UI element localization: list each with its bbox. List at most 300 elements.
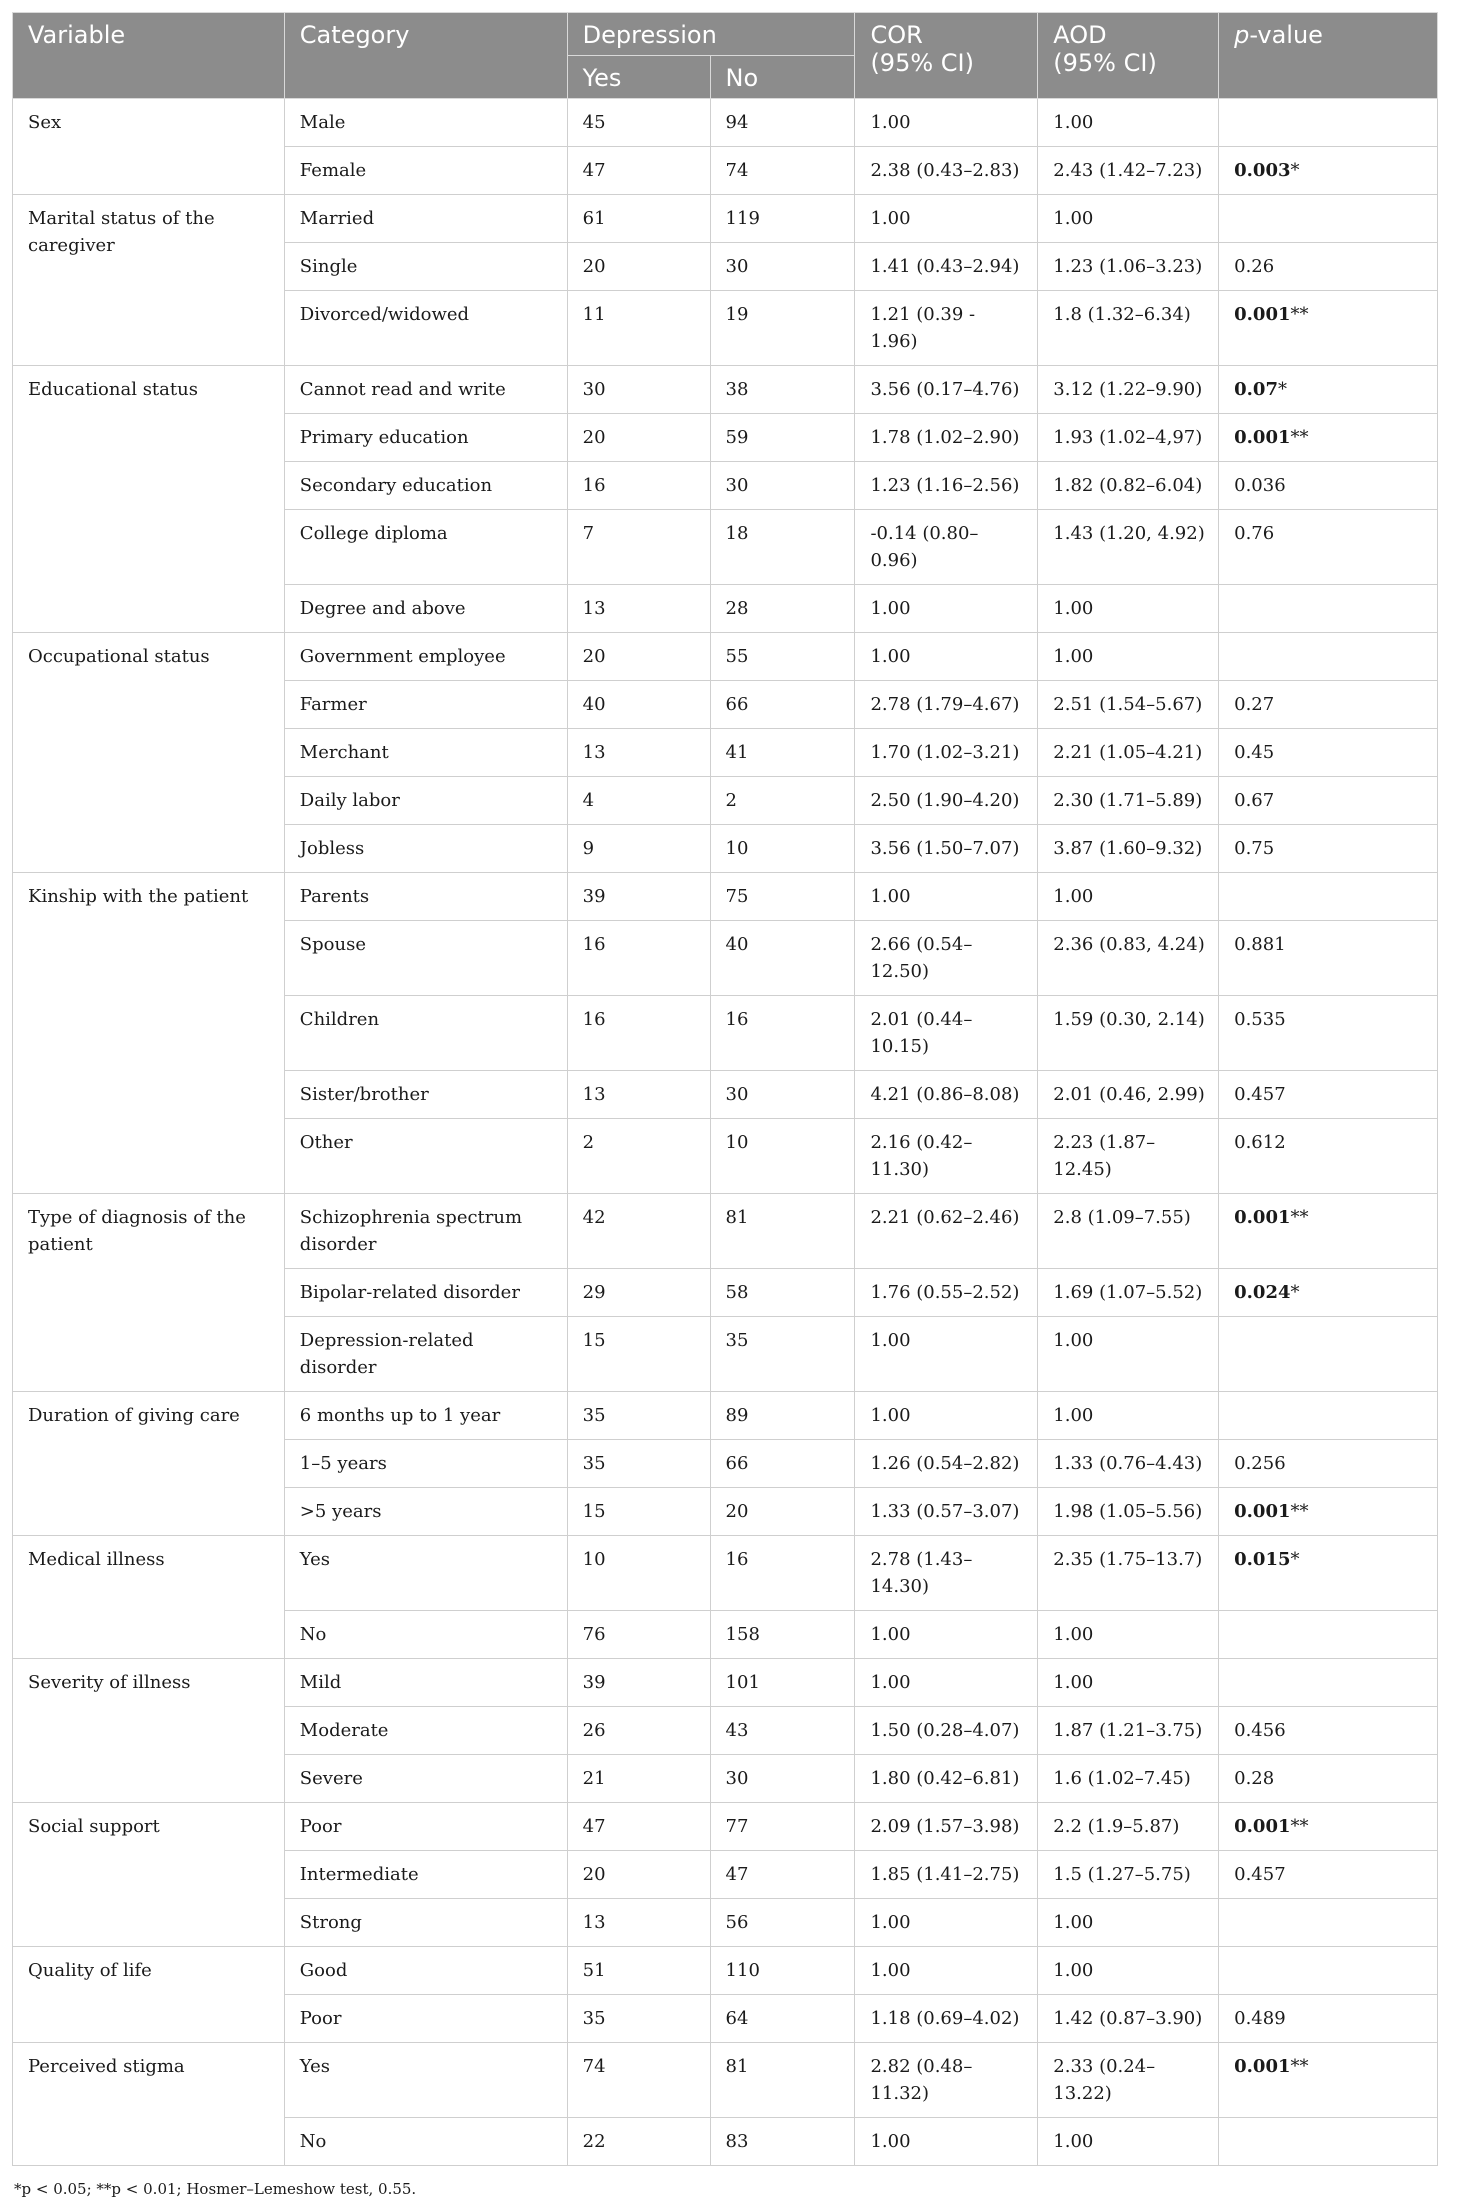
- header-cor-line1: COR: [870, 21, 923, 49]
- cor-cell: 2.78 (1.79–4.67): [855, 681, 1038, 729]
- aod-cell: 1.00: [1038, 2118, 1219, 2166]
- cor-cell: 1.76 (0.55–2.52): [855, 1269, 1038, 1317]
- cor-cell: 1.26 (0.54–2.82): [855, 1440, 1038, 1488]
- cor-cell: 1.41 (0.43–2.94): [855, 243, 1038, 291]
- table-header: [13, 13, 1438, 99]
- category-cell: Degree and above: [284, 585, 567, 633]
- header-cor-line2: (95% CI): [870, 49, 974, 77]
- no-count-cell: 89: [710, 1392, 855, 1440]
- table-row: [13, 1194, 1438, 1269]
- pvalue-cell: [1219, 414, 1438, 462]
- yes-count-cell: 35: [567, 1392, 710, 1440]
- no-count-cell: 20: [710, 1488, 855, 1536]
- pvalue-cell: [1219, 366, 1438, 414]
- pvalue-cell: [1219, 1995, 1438, 2043]
- pvalue-cell: [1219, 243, 1438, 291]
- table-row: [13, 1536, 1438, 1611]
- header-aod-line1: AOD: [1053, 21, 1107, 49]
- pvalue-cell: [1219, 1488, 1438, 1536]
- cor-cell: 1.00: [855, 99, 1038, 147]
- category-cell: Daily labor: [284, 777, 567, 825]
- cor-cell: 1.00: [855, 1659, 1038, 1707]
- pvalue-text: 0.457: [1234, 1084, 1286, 1105]
- pvalue-cell: [1219, 2118, 1438, 2166]
- no-count-cell: 81: [710, 1194, 855, 1269]
- pvalue-cell: [1219, 147, 1438, 195]
- cor-cell: 1.00: [855, 2118, 1038, 2166]
- no-count-cell: 81: [710, 2043, 855, 2118]
- pvalue-text: 0.07: [1234, 379, 1278, 400]
- category-cell: Sister/brother: [284, 1071, 567, 1119]
- pvalue-cell: [1219, 1707, 1438, 1755]
- header-variable: Variable: [13, 13, 285, 99]
- no-count-cell: 2: [710, 777, 855, 825]
- cor-cell: 4.21 (0.86–8.08): [855, 1071, 1038, 1119]
- no-count-cell: 30: [710, 243, 855, 291]
- category-cell: No: [284, 1611, 567, 1659]
- cor-cell: 3.56 (0.17–4.76): [855, 366, 1038, 414]
- pvalue-text: 0.26: [1234, 256, 1275, 277]
- pvalue-cell: [1219, 1659, 1438, 1707]
- variable-cell: Severity of illness: [13, 1659, 285, 1803]
- cor-cell: 2.50 (1.90–4.20): [855, 777, 1038, 825]
- pvalue-cell: [1219, 510, 1438, 585]
- category-cell: Depression-related disorder: [284, 1317, 567, 1392]
- pvalue-text: 0.001: [1234, 1816, 1291, 1837]
- aod-cell: 1.87 (1.21–3.75): [1038, 1707, 1219, 1755]
- pvalue-text: 0.001: [1234, 427, 1291, 448]
- yes-count-cell: 13: [567, 585, 710, 633]
- cor-cell: 1.00: [855, 1899, 1038, 1947]
- significance-marker: **: [1290, 2056, 1309, 2077]
- pvalue-text: 0.003: [1234, 160, 1291, 181]
- aod-cell: 1.00: [1038, 1659, 1219, 1707]
- category-cell: Merchant: [284, 729, 567, 777]
- cor-cell: 1.80 (0.42–6.81): [855, 1755, 1038, 1803]
- pvalue-text: 0.28: [1234, 1768, 1275, 1789]
- variable-cell: Kinship with the patient: [13, 873, 285, 1194]
- cor-cell: 1.85 (1.41–2.75): [855, 1851, 1038, 1899]
- header-pvalue-p: p: [1234, 21, 1250, 49]
- significance-marker: **: [1290, 1816, 1309, 1837]
- table-row: [13, 1947, 1438, 1995]
- category-cell: Male: [284, 99, 567, 147]
- table-body: [13, 99, 1438, 2166]
- pvalue-text: 0.457: [1234, 1864, 1286, 1885]
- yes-count-cell: 29: [567, 1269, 710, 1317]
- aod-cell: 2.36 (0.83, 4.24): [1038, 921, 1219, 996]
- pvalue-cell: [1219, 1194, 1438, 1269]
- no-count-cell: 30: [710, 1755, 855, 1803]
- yes-count-cell: 9: [567, 825, 710, 873]
- aod-cell: 1.8 (1.32–6.34): [1038, 291, 1219, 366]
- aod-cell: 3.12 (1.22–9.90): [1038, 366, 1219, 414]
- pvalue-cell: [1219, 681, 1438, 729]
- aod-cell: 2.51 (1.54–5.67): [1038, 681, 1219, 729]
- cor-cell: 2.21 (0.62–2.46): [855, 1194, 1038, 1269]
- table-container: [12, 12, 1438, 2198]
- yes-count-cell: 7: [567, 510, 710, 585]
- significance-marker: **: [1290, 304, 1309, 325]
- category-cell: Mild: [284, 1659, 567, 1707]
- category-cell: Yes: [284, 1536, 567, 1611]
- header-no: No: [710, 56, 855, 99]
- cor-cell: 1.00: [855, 1317, 1038, 1392]
- category-cell: Single: [284, 243, 567, 291]
- no-count-cell: 83: [710, 2118, 855, 2166]
- no-count-cell: 58: [710, 1269, 855, 1317]
- category-cell: Cannot read and write: [284, 366, 567, 414]
- cor-cell: 2.66 (0.54–12.50): [855, 921, 1038, 996]
- category-cell: Farmer: [284, 681, 567, 729]
- yes-count-cell: 22: [567, 2118, 710, 2166]
- aod-cell: 2.21 (1.05–4.21): [1038, 729, 1219, 777]
- pvalue-text: 0.036: [1234, 475, 1286, 496]
- no-count-cell: 94: [710, 99, 855, 147]
- variable-cell: Sex: [13, 99, 285, 195]
- cor-cell: 1.50 (0.28–4.07): [855, 1707, 1038, 1755]
- yes-count-cell: 13: [567, 729, 710, 777]
- category-cell: No: [284, 2118, 567, 2166]
- cor-cell: 2.01 (0.44–10.15): [855, 996, 1038, 1071]
- significance-marker: **: [1290, 427, 1309, 448]
- category-cell: Severe: [284, 1755, 567, 1803]
- table-row: [13, 2043, 1438, 2118]
- category-cell: Primary education: [284, 414, 567, 462]
- aod-cell: 2.33 (0.24–13.22): [1038, 2043, 1219, 2118]
- category-cell: Children: [284, 996, 567, 1071]
- cor-cell: 1.23 (1.16–2.56): [855, 462, 1038, 510]
- no-count-cell: 56: [710, 1899, 855, 1947]
- pvalue-cell: [1219, 1392, 1438, 1440]
- cor-cell: 2.78 (1.43–14.30): [855, 1536, 1038, 1611]
- table-row: [13, 633, 1438, 681]
- cor-cell: 1.00: [855, 195, 1038, 243]
- no-count-cell: 43: [710, 1707, 855, 1755]
- pvalue-text: 0.45: [1234, 742, 1275, 763]
- yes-count-cell: 20: [567, 633, 710, 681]
- yes-count-cell: 20: [567, 243, 710, 291]
- no-count-cell: 119: [710, 195, 855, 243]
- yes-count-cell: 16: [567, 921, 710, 996]
- pvalue-cell: [1219, 291, 1438, 366]
- no-count-cell: 40: [710, 921, 855, 996]
- table-row: [13, 195, 1438, 243]
- aod-cell: 1.00: [1038, 633, 1219, 681]
- aod-cell: 1.42 (0.87–3.90): [1038, 1995, 1219, 2043]
- yes-count-cell: 47: [567, 147, 710, 195]
- yes-count-cell: 30: [567, 366, 710, 414]
- yes-count-cell: 10: [567, 1536, 710, 1611]
- no-count-cell: 75: [710, 873, 855, 921]
- yes-count-cell: 42: [567, 1194, 710, 1269]
- no-count-cell: 18: [710, 510, 855, 585]
- aod-cell: 2.30 (1.71–5.89): [1038, 777, 1219, 825]
- significance-marker: *: [1290, 1282, 1300, 1303]
- pvalue-text: 0.001: [1234, 1501, 1291, 1522]
- aod-cell: 2.23 (1.87–12.45): [1038, 1119, 1219, 1194]
- no-count-cell: 30: [710, 1071, 855, 1119]
- aod-cell: 2.8 (1.09–7.55): [1038, 1194, 1219, 1269]
- yes-count-cell: 16: [567, 996, 710, 1071]
- no-count-cell: 66: [710, 681, 855, 729]
- header-aod-line2: (95% CI): [1053, 49, 1157, 77]
- no-count-cell: 19: [710, 291, 855, 366]
- category-cell: Intermediate: [284, 1851, 567, 1899]
- yes-count-cell: 13: [567, 1071, 710, 1119]
- variable-cell: Medical illness: [13, 1536, 285, 1659]
- cor-cell: 1.00: [855, 585, 1038, 633]
- no-count-cell: 38: [710, 366, 855, 414]
- header-cor: [855, 13, 1038, 99]
- pvalue-cell: [1219, 462, 1438, 510]
- yes-count-cell: 15: [567, 1488, 710, 1536]
- aod-cell: 1.23 (1.06–3.23): [1038, 243, 1219, 291]
- pvalue-cell: [1219, 1947, 1438, 1995]
- header-aod: [1038, 13, 1219, 99]
- category-cell: Yes: [284, 2043, 567, 2118]
- cor-cell: 1.00: [855, 1947, 1038, 1995]
- cor-cell: 1.21 (0.39 - 1.96): [855, 291, 1038, 366]
- category-cell: Jobless: [284, 825, 567, 873]
- yes-count-cell: 45: [567, 99, 710, 147]
- variable-cell: Perceived stigma: [13, 2043, 285, 2166]
- category-cell: Bipolar-related disorder: [284, 1269, 567, 1317]
- yes-count-cell: 4: [567, 777, 710, 825]
- yes-count-cell: 11: [567, 291, 710, 366]
- aod-cell: 1.00: [1038, 1392, 1219, 1440]
- yes-count-cell: 51: [567, 1947, 710, 1995]
- pvalue-cell: [1219, 1269, 1438, 1317]
- header-pvalue-rest: -value: [1249, 21, 1323, 49]
- variable-cell: Social support: [13, 1803, 285, 1947]
- pvalue-cell: [1219, 1899, 1438, 1947]
- cor-cell: 1.33 (0.57–3.07): [855, 1488, 1038, 1536]
- pvalue-cell: [1219, 1119, 1438, 1194]
- category-cell: 6 months up to 1 year: [284, 1392, 567, 1440]
- variable-cell: Occupational status: [13, 633, 285, 873]
- category-cell: Strong: [284, 1899, 567, 1947]
- table-row: [13, 1803, 1438, 1851]
- pvalue-text: 0.015: [1234, 1549, 1291, 1570]
- no-count-cell: 30: [710, 462, 855, 510]
- pvalue-cell: [1219, 777, 1438, 825]
- pvalue-cell: [1219, 195, 1438, 243]
- pvalue-text: 0.024: [1234, 1282, 1291, 1303]
- pvalue-text: 0.001: [1234, 304, 1291, 325]
- pvalue-cell: [1219, 633, 1438, 681]
- yes-count-cell: 2: [567, 1119, 710, 1194]
- category-cell: Schizophrenia spectrum disorder: [284, 1194, 567, 1269]
- yes-count-cell: 61: [567, 195, 710, 243]
- yes-count-cell: 39: [567, 1659, 710, 1707]
- pvalue-cell: [1219, 825, 1438, 873]
- pvalue-text: 0.001: [1234, 1207, 1291, 1228]
- variable-cell: Type of diagnosis of the patient: [13, 1194, 285, 1392]
- aod-cell: 1.59 (0.30, 2.14): [1038, 996, 1219, 1071]
- aod-cell: 2.2 (1.9–5.87): [1038, 1803, 1219, 1851]
- header-yes: Yes: [567, 56, 710, 99]
- category-cell: Poor: [284, 1803, 567, 1851]
- pvalue-cell: [1219, 729, 1438, 777]
- category-cell: Married: [284, 195, 567, 243]
- pvalue-text: 0.27: [1234, 694, 1275, 715]
- header-pvalue: [1219, 13, 1438, 99]
- category-cell: >5 years: [284, 1488, 567, 1536]
- no-count-cell: 28: [710, 585, 855, 633]
- yes-count-cell: 35: [567, 1440, 710, 1488]
- pvalue-cell: [1219, 99, 1438, 147]
- significance-marker: **: [1290, 1501, 1309, 1522]
- pvalue-text: 0.75: [1234, 838, 1275, 859]
- no-count-cell: 16: [710, 996, 855, 1071]
- category-cell: Good: [284, 1947, 567, 1995]
- pvalue-cell: [1219, 1317, 1438, 1392]
- header-depression: Depression: [567, 13, 855, 56]
- category-cell: Poor: [284, 1995, 567, 2043]
- yes-count-cell: 21: [567, 1755, 710, 1803]
- no-count-cell: 41: [710, 729, 855, 777]
- no-count-cell: 101: [710, 1659, 855, 1707]
- table-row: [13, 366, 1438, 414]
- yes-count-cell: 76: [567, 1611, 710, 1659]
- significance-marker: **: [1290, 1207, 1309, 1228]
- cor-cell: 2.82 (0.48–11.32): [855, 2043, 1038, 2118]
- no-count-cell: 47: [710, 1851, 855, 1899]
- no-count-cell: 10: [710, 1119, 855, 1194]
- header-category: Category: [284, 13, 567, 99]
- cor-cell: 2.09 (1.57–3.98): [855, 1803, 1038, 1851]
- yes-count-cell: 39: [567, 873, 710, 921]
- cor-cell: -0.14 (0.80–0.96): [855, 510, 1038, 585]
- aod-cell: 1.93 (1.02–4,97): [1038, 414, 1219, 462]
- aod-cell: 1.43 (1.20, 4.92): [1038, 510, 1219, 585]
- no-count-cell: 66: [710, 1440, 855, 1488]
- pvalue-text: 0.256: [1234, 1453, 1286, 1474]
- pvalue-cell: [1219, 1851, 1438, 1899]
- no-count-cell: 158: [710, 1611, 855, 1659]
- pvalue-cell: [1219, 873, 1438, 921]
- aod-cell: 1.00: [1038, 1611, 1219, 1659]
- yes-count-cell: 20: [567, 414, 710, 462]
- pvalue-cell: [1219, 1803, 1438, 1851]
- aod-cell: 1.6 (1.02–7.45): [1038, 1755, 1219, 1803]
- no-count-cell: 55: [710, 633, 855, 681]
- pvalue-cell: [1219, 1611, 1438, 1659]
- category-cell: Moderate: [284, 1707, 567, 1755]
- pvalue-cell: [1219, 585, 1438, 633]
- yes-count-cell: 15: [567, 1317, 710, 1392]
- category-cell: Other: [284, 1119, 567, 1194]
- yes-count-cell: 35: [567, 1995, 710, 2043]
- cor-cell: 1.00: [855, 633, 1038, 681]
- pvalue-cell: [1219, 1536, 1438, 1611]
- aod-cell: 1.00: [1038, 1947, 1219, 1995]
- aod-cell: 1.98 (1.05–5.56): [1038, 1488, 1219, 1536]
- pvalue-cell: [1219, 2043, 1438, 2118]
- category-cell: 1–5 years: [284, 1440, 567, 1488]
- cor-cell: 1.18 (0.69–4.02): [855, 1995, 1038, 2043]
- cor-cell: 2.38 (0.43–2.83): [855, 147, 1038, 195]
- pvalue-text: 0.456: [1234, 1720, 1286, 1741]
- pvalue-cell: [1219, 1755, 1438, 1803]
- variable-cell: Marital status of the caregiver: [13, 195, 285, 366]
- cor-cell: 3.56 (1.50–7.07): [855, 825, 1038, 873]
- category-cell: Parents: [284, 873, 567, 921]
- pvalue-cell: [1219, 1071, 1438, 1119]
- pvalue-text: 0.881: [1234, 934, 1286, 955]
- aod-cell: 1.5 (1.27–5.75): [1038, 1851, 1219, 1899]
- aod-cell: 1.00: [1038, 585, 1219, 633]
- table-row: [13, 1659, 1438, 1707]
- yes-count-cell: 47: [567, 1803, 710, 1851]
- category-cell: Secondary education: [284, 462, 567, 510]
- pvalue-text: 0.612: [1234, 1132, 1286, 1153]
- yes-count-cell: 20: [567, 1851, 710, 1899]
- yes-count-cell: 13: [567, 1899, 710, 1947]
- pvalue-cell: [1219, 996, 1438, 1071]
- cor-cell: 1.00: [855, 1611, 1038, 1659]
- variable-cell: Educational status: [13, 366, 285, 633]
- significance-marker: *: [1290, 1549, 1300, 1570]
- significance-marker: *: [1277, 379, 1287, 400]
- cor-cell: 1.00: [855, 873, 1038, 921]
- no-count-cell: 77: [710, 1803, 855, 1851]
- aod-cell: 3.87 (1.60–9.32): [1038, 825, 1219, 873]
- no-count-cell: 35: [710, 1317, 855, 1392]
- pvalue-text: 0.001: [1234, 2056, 1291, 2077]
- pvalue-text: 0.76: [1234, 523, 1275, 544]
- aod-cell: 1.00: [1038, 195, 1219, 243]
- table-row: [13, 873, 1438, 921]
- no-count-cell: 74: [710, 147, 855, 195]
- category-cell: Spouse: [284, 921, 567, 996]
- aod-cell: 2.35 (1.75–13.7): [1038, 1536, 1219, 1611]
- table-footnote: *p < 0.05; **p < 0.01; Hosmer–Lemeshow test, 0.55.: [14, 2180, 417, 2198]
- aod-cell: 2.01 (0.46, 2.99): [1038, 1071, 1219, 1119]
- variable-cell: Quality of life: [13, 1947, 285, 2043]
- pvalue-cell: [1219, 1440, 1438, 1488]
- aod-cell: 1.00: [1038, 1899, 1219, 1947]
- cor-cell: 2.16 (0.42–11.30): [855, 1119, 1038, 1194]
- yes-count-cell: 16: [567, 462, 710, 510]
- cor-cell: 1.78 (1.02–2.90): [855, 414, 1038, 462]
- cor-cell: 1.00: [855, 1392, 1038, 1440]
- category-cell: Female: [284, 147, 567, 195]
- regression-table: [12, 12, 1438, 2166]
- aod-cell: 1.00: [1038, 873, 1219, 921]
- aod-cell: 1.00: [1038, 99, 1219, 147]
- yes-count-cell: 26: [567, 1707, 710, 1755]
- no-count-cell: 10: [710, 825, 855, 873]
- cor-cell: 1.70 (1.02–3.21): [855, 729, 1038, 777]
- category-cell: College diploma: [284, 510, 567, 585]
- pvalue-text: 0.535: [1234, 1009, 1286, 1030]
- no-count-cell: 64: [710, 1995, 855, 2043]
- pvalue-cell: [1219, 921, 1438, 996]
- yes-count-cell: 74: [567, 2043, 710, 2118]
- significance-marker: *: [1290, 160, 1300, 181]
- aod-cell: 1.33 (0.76–4.43): [1038, 1440, 1219, 1488]
- aod-cell: 1.00: [1038, 1317, 1219, 1392]
- yes-count-cell: 40: [567, 681, 710, 729]
- table-row: [13, 1392, 1438, 1440]
- pvalue-text: 0.489: [1234, 2008, 1286, 2029]
- aod-cell: 1.82 (0.82–6.04): [1038, 462, 1219, 510]
- variable-cell: Duration of giving care: [13, 1392, 285, 1536]
- pvalue-text: 0.67: [1234, 790, 1275, 811]
- no-count-cell: 110: [710, 1947, 855, 1995]
